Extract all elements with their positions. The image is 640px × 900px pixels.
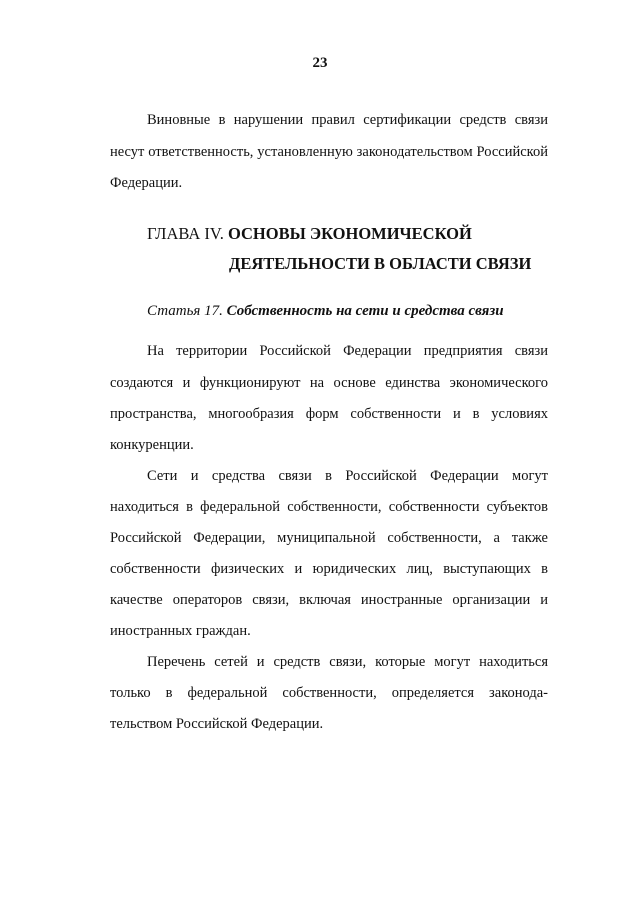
p2-line-3: Российской Федерации, муниципальной собственности, а также (110, 530, 548, 546)
p2-line-1: Сети и средства связи в Российской Федерации могут (147, 468, 548, 484)
p2-line-5: качестве операторов связи, включая иностранные организации и (110, 592, 548, 608)
p2-line-2: находиться в федеральной собственности, собственности субъектов (110, 499, 548, 515)
p2-line-4: собственности физических и юридических лиц, выступающих в (110, 561, 548, 577)
article-heading (147, 303, 504, 320)
chapter-title-line-1: ОСНОВЫ ЭКОНОМИЧЕСКОЙ (227, 224, 472, 243)
article-label: Статья 17. (147, 303, 223, 319)
p1-line-2: создаются и функционируют на основе единства экономического (110, 375, 548, 391)
chapter-label: ГЛАВА IV. (147, 224, 224, 243)
p1-line-1: На территории Российской Федерации предприятия связи (147, 343, 548, 359)
intro-line-3: Федерации. (110, 175, 183, 191)
intro-line-1: Виновные в нарушении правил сертификации средств связи (147, 112, 548, 128)
p3-line-1: Перечень сетей и средств связи, которые могут находиться (147, 654, 548, 670)
chapter-title-line-2: ДЕЯТЕЛЬНОСТИ В ОБЛАСТИ СВЯЗИ (229, 254, 532, 273)
intro-line-2: несут ответственность, установленную законодательством Российской (110, 144, 548, 160)
p1-line-4: конкуренции. (110, 437, 194, 453)
p3-line-2: только в федеральной собственности, определяется законода- (110, 685, 548, 701)
p1-line-3: пространства, многообразия форм собственности и в условиях (110, 406, 548, 422)
chapter-heading-line-1 (147, 224, 472, 244)
p2-line-6: иностранных граждан. (110, 623, 251, 639)
page-number: 23 (312, 55, 328, 71)
p3-line-3: тельством Российской Федерации. (110, 716, 324, 732)
article-title: Собственность на сети и средства связи (226, 303, 504, 319)
